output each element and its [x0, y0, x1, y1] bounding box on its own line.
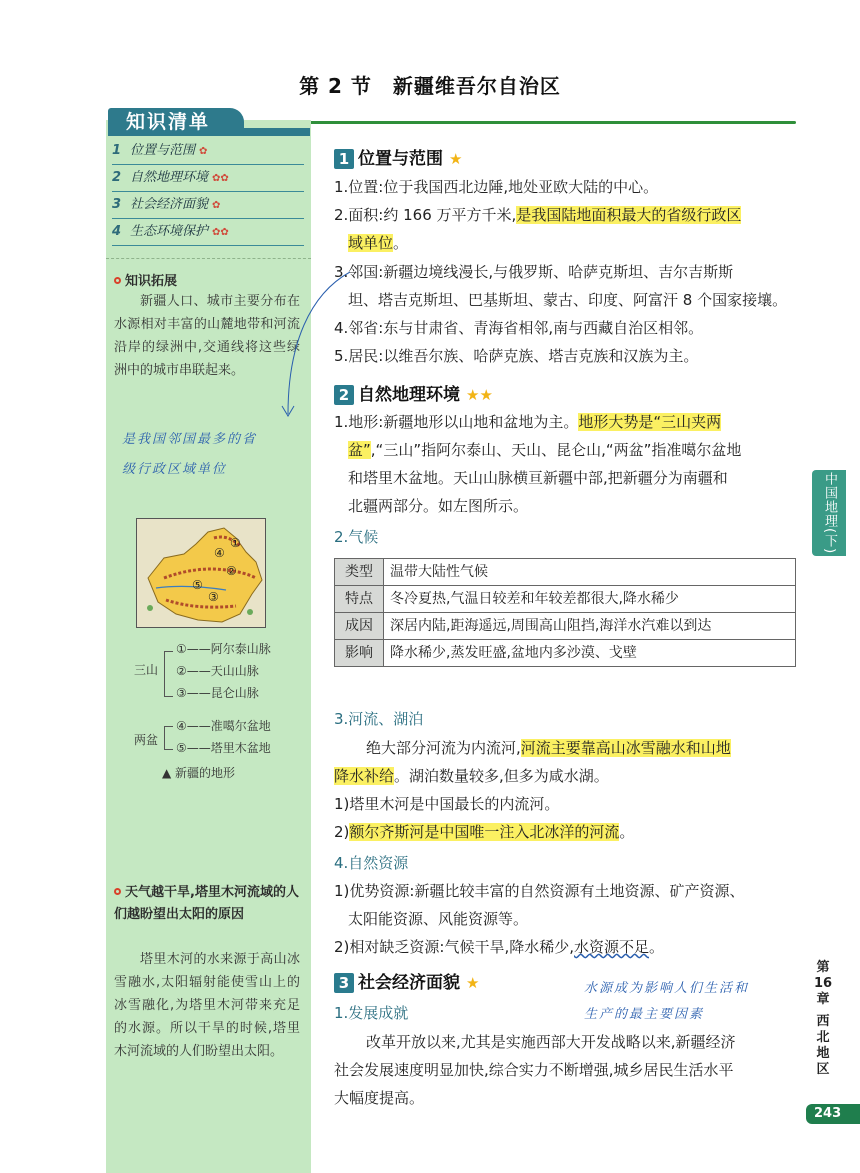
section-title: 位置与范围	[358, 149, 443, 169]
table-cell: 降水稀少,蒸发旺盛,盆地内多沙漠、戈壁	[384, 640, 796, 667]
checklist-item	[112, 219, 304, 246]
table-cell: 温带大陆性气候	[384, 559, 796, 586]
map-label: ⑤	[192, 578, 203, 592]
text-line: 和塔里木盆地。天山山脉横亘新疆中部,把新疆分为南疆和	[348, 469, 728, 487]
climate-table	[334, 558, 796, 667]
legend-item: ②——天山山脉	[176, 664, 259, 678]
note-line: 生产的最主要因素	[584, 1007, 705, 1022]
text-line: 1)塔里木河是中国最长的内流河。	[334, 795, 560, 813]
text-run: ,“三山”指阿尔泰山、天山、昆仑山,“两盆”指准噶尔盆地	[370, 441, 742, 459]
note-line: 是我国邻国最多的省	[122, 432, 258, 447]
page-number: 243	[806, 1104, 860, 1124]
highlight: 额尔齐斯河是中国唯一注入北冰洋的河流	[349, 823, 620, 841]
text-line: 太阳能资源、风能资源等。	[348, 910, 529, 928]
text-line: 3.邻国:新疆边境线漫长,与俄罗斯、哈萨克斯坦、吉尔吉斯斯	[334, 263, 734, 281]
bullet-icon	[114, 888, 121, 895]
text-run: 。	[393, 234, 409, 252]
sidebar-divider	[106, 258, 311, 259]
map-label: ③	[208, 590, 219, 604]
drought-text: 塔里木河的水来源于高山冰雪融水,太阳辐射能使雪山上的冰雪融化,为塔里木河带来充足的水源。所以干旱的时候,塔里木河流域的人们盼望出太阳。	[114, 952, 300, 1059]
map-caption: ▲ 新疆的地形	[162, 766, 236, 780]
checklist-label: 社会经济面貌	[130, 197, 209, 212]
handwritten-note-2	[584, 976, 749, 1028]
star-icon: ★★	[466, 386, 493, 404]
checklist-item	[112, 165, 304, 192]
text-line: 坦、塔吉克斯坦、巴基斯坦、蒙古、印度、阿富汗 8 个国家接壤。	[348, 291, 788, 309]
checklist-num: 2	[112, 170, 122, 185]
section-3-heading	[334, 968, 479, 993]
wavy-underlined-text: 水资源不足	[574, 938, 650, 956]
section-title: 社会经济面貌	[358, 973, 460, 993]
checklist-label: 生态环境保护	[130, 224, 209, 239]
chapter-char: 西	[816, 1014, 830, 1029]
table-row	[335, 586, 796, 613]
legend-item: ⑤——塔里木盆地	[176, 741, 271, 755]
text-run: 2)	[334, 823, 350, 841]
table-row	[335, 559, 796, 586]
text-run: 1.地形:新疆地形以山地和盆地为主。	[334, 413, 579, 431]
text-line	[334, 818, 804, 846]
text-line: 北疆两部分。如左图所示。	[348, 497, 529, 515]
chapter-char: 地	[816, 1046, 830, 1061]
table-cell: 深居内陆,距海遥远,周围高山阻挡,海洋水汽难以到达	[384, 613, 796, 640]
text-line	[334, 933, 804, 961]
checklist-num: 1	[112, 143, 122, 158]
handwritten-note-1	[122, 425, 302, 485]
checklist-num: 3	[112, 197, 122, 212]
legend-item: ①——阿尔泰山脉	[176, 642, 271, 656]
map-label: ①	[230, 536, 241, 550]
drought-title	[114, 882, 304, 926]
text-line	[366, 734, 816, 762]
table-row	[335, 613, 796, 640]
side-tab: 中国地理(下)	[812, 470, 846, 556]
text-run: 。湖泊数量较多,但多为咸水湖。	[394, 767, 609, 785]
section-badge: 1	[334, 149, 354, 169]
text-line: 改革开放以来,尤其是实施西部大开发战略以来,新疆经济	[366, 1033, 736, 1051]
page-title: 第 2 节 新疆维吾尔自治区	[299, 74, 561, 98]
section-badge: 3	[334, 973, 354, 993]
extension-text: 新疆人口、城市主要分布在水源相对丰富的山麓地带和河流沿岸的绿洲中,交通线将这些绿洲中的城市串联起来。	[114, 294, 300, 378]
table-cell-label: 影响	[335, 640, 384, 667]
section-2-heading	[334, 380, 493, 405]
resources-subheading: 4.自然资源	[334, 854, 409, 872]
drought-title-text: 天气越干旱,塔里木河流域的人们越盼望出太阳的原因	[114, 885, 299, 922]
map-label: ④	[214, 546, 225, 560]
text-line	[334, 408, 814, 436]
xinjiang-map-svg	[136, 518, 266, 628]
highlight: 降水补给	[334, 767, 395, 785]
table-cell-label: 成因	[335, 613, 384, 640]
text-line	[348, 436, 818, 464]
star-icon: ★	[449, 150, 463, 168]
legend-brace	[164, 651, 173, 697]
highlight: 域单位	[348, 234, 394, 252]
note-line: 级行政区域单位	[122, 462, 228, 477]
chapter-label	[812, 960, 834, 1078]
map-group2-label: 两盆	[134, 733, 159, 747]
text-line	[348, 229, 818, 257]
highlight: 河流主要靠高山冰雪融水和山地	[520, 739, 731, 757]
text-line: 1)优势资源:新疆比较丰富的自然资源有土地资源、矿产资源、	[334, 882, 745, 900]
checklist-num: 4	[112, 224, 122, 239]
legend-item: ③——昆仑山脉	[176, 686, 259, 700]
checklist-stars: ✿	[199, 146, 208, 157]
checklist-label: 位置与范围	[130, 143, 196, 158]
table-cell-label: 特点	[335, 586, 384, 613]
text-line: 社会发展速度明显加快,综合实力不断增强,城乡居民生活水平	[334, 1061, 734, 1079]
checklist-item	[112, 192, 304, 219]
chapter-char: 16	[813, 976, 833, 991]
legend-item: ④——准噶尔盆地	[176, 719, 271, 733]
checklist-item	[112, 138, 304, 165]
checklist-label: 自然地理环境	[130, 170, 209, 185]
text-line: 5.居民:以维吾尔族、哈萨克族、塔吉克族和汉族为主。	[334, 347, 699, 365]
table-cell-label: 类型	[335, 559, 384, 586]
chapter-char: 区	[816, 1062, 830, 1077]
section-1-heading	[334, 144, 462, 169]
checklist-stars: ✿✿	[212, 173, 229, 184]
text-line: 1.位置:位于我国西北边陲,地处亚欧大陆的中心。	[334, 178, 659, 196]
map-label: ②	[226, 564, 237, 578]
text-run: 2)相对缺乏资源:气候干旱,降水稀少,	[334, 938, 574, 956]
checklist-header: 知识清单	[108, 108, 244, 136]
note-line: 水源成为影响人们生活和	[584, 981, 750, 996]
chapter-char: 章	[816, 992, 830, 1007]
text-run: 。	[619, 823, 635, 841]
text-run: 绝大部分河流为内流河,	[366, 739, 521, 757]
text-line: 4.邻省:东与甘肃省、青海省相邻,南与西藏自治区相邻。	[334, 319, 704, 337]
map-group1-label: 三山	[134, 663, 159, 677]
climate-subheading: 2.气候	[334, 528, 379, 546]
bullet-icon	[114, 277, 121, 284]
extension-title	[114, 270, 177, 289]
highlight: 地形大势是“三山夹两	[578, 413, 722, 431]
table-row	[335, 640, 796, 667]
section-badge: 2	[334, 385, 354, 405]
star-icon: ★	[466, 974, 480, 992]
river-subheading: 3.河流、湖泊	[334, 710, 424, 728]
checklist-stars: ✿✿	[212, 227, 229, 238]
extension-title-text: 知识拓展	[125, 274, 178, 289]
legend-brace	[164, 726, 173, 750]
development-subheading: 1.发展成就	[334, 1004, 409, 1022]
text-line: 大幅度提高。	[334, 1089, 425, 1107]
text-line	[334, 762, 804, 790]
checklist-stars: ✿	[212, 200, 221, 211]
text-run: 2.面积:约 166 万平方千米,	[334, 206, 517, 224]
chapter-char: 第	[816, 960, 830, 975]
highlight: 盆”	[348, 441, 371, 459]
highlight: 是我国陆地面积最大的省级行政区	[516, 206, 742, 224]
section-title: 自然地理环境	[358, 385, 460, 405]
table-cell: 冬冷夏热,气温日较差和年较差都很大,降水稀少	[384, 586, 796, 613]
text-run: 。	[649, 938, 665, 956]
title-rule	[310, 121, 796, 124]
xinjiang-map	[136, 518, 266, 628]
checklist-header-rule	[244, 128, 310, 136]
text-line	[334, 201, 814, 229]
chapter-char: 北	[816, 1030, 830, 1045]
